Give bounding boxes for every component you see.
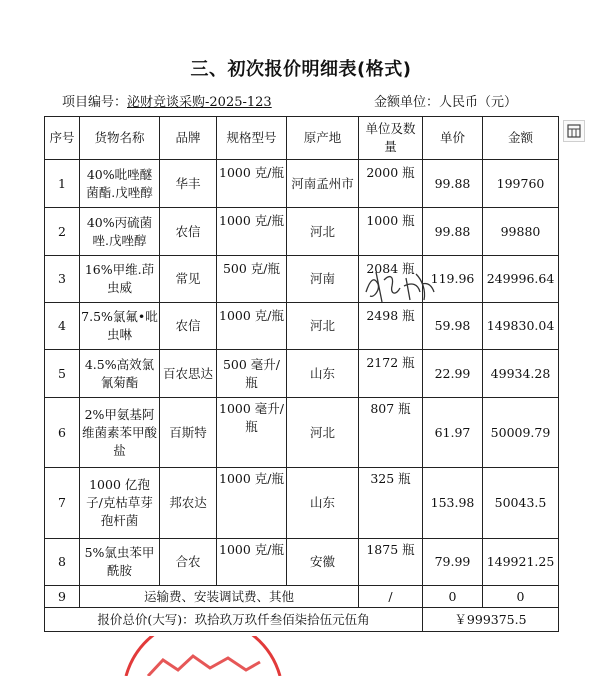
total-label: 报价总价(大写) bbox=[97, 611, 183, 627]
cell-spec: 500 毫升/瓶 bbox=[217, 350, 287, 398]
cell-name: 4.5%高效氯氰菊酯 bbox=[80, 350, 160, 398]
cell-origin: 山东 bbox=[287, 350, 359, 398]
cell-no: 3 bbox=[45, 256, 80, 303]
cell-origin: 河北 bbox=[287, 398, 359, 468]
cell-origin: 安徽 bbox=[287, 539, 359, 586]
total-in-words bbox=[45, 608, 423, 632]
cell-no: 1 bbox=[45, 160, 80, 208]
cell-brand: 农信 bbox=[160, 208, 217, 256]
cell-price: 22.99 bbox=[423, 350, 483, 398]
page-title: 三、初次报价明细表(格式) bbox=[190, 59, 412, 80]
cell-qty: 325 瓶 bbox=[359, 468, 423, 539]
cell-amount: 0 bbox=[483, 586, 559, 608]
quote-table bbox=[44, 116, 559, 632]
total-amount: ￥999375.5 bbox=[423, 608, 559, 632]
cell-spec: 1000 克/瓶 bbox=[217, 468, 287, 539]
cell-no: 5 bbox=[45, 350, 80, 398]
cell-price: 119.96 bbox=[423, 256, 483, 303]
cell-amount: 49934.28 bbox=[483, 350, 559, 398]
header-cell: 原产地 bbox=[287, 117, 359, 160]
cell-origin: 河南 bbox=[287, 256, 359, 303]
cell-price: 153.98 bbox=[423, 468, 483, 539]
header-cell: 货物名称 bbox=[80, 117, 160, 160]
table-row bbox=[45, 398, 559, 468]
cell-no: 2 bbox=[45, 208, 80, 256]
currency-unit bbox=[374, 91, 517, 110]
cell-name: 1000 亿孢子/克枯草芽孢杆菌 bbox=[80, 468, 160, 539]
cell-amount: 149830.04 bbox=[483, 303, 559, 350]
cell-no: 8 bbox=[45, 539, 80, 586]
cell-spec: 1000 克/瓶 bbox=[217, 303, 287, 350]
table-row bbox=[45, 539, 559, 586]
table-row bbox=[45, 208, 559, 256]
currency-value: 人民币（元） bbox=[439, 95, 518, 110]
cell-no: 4 bbox=[45, 303, 80, 350]
cell-name: 16%甲维.茚虫威 bbox=[80, 256, 160, 303]
cell-qty: 2000 瓶 bbox=[359, 160, 423, 208]
red-seal-stamp bbox=[118, 636, 288, 676]
project-number-value: 泌财竞谈采购-2025-123 bbox=[127, 95, 272, 110]
cell-name: 7.5%氯氟•吡虫啉 bbox=[80, 303, 160, 350]
cell-price: 99.88 bbox=[423, 160, 483, 208]
cell-spec: 500 克/瓶 bbox=[217, 256, 287, 303]
cell-qty: 2084 瓶 bbox=[359, 256, 423, 303]
cell-price: 61.97 bbox=[423, 398, 483, 468]
cell-amount: 149921.25 bbox=[483, 539, 559, 586]
cell-amount: 249996.64 bbox=[483, 256, 559, 303]
cell-brand: 百斯特 bbox=[160, 398, 217, 468]
cell-spec: 1000 毫升/瓶 bbox=[217, 398, 287, 468]
table-row bbox=[45, 256, 559, 303]
cell-origin: 河南孟州市 bbox=[287, 160, 359, 208]
cell-brand: 农信 bbox=[160, 303, 217, 350]
cell-brand: 邦农达 bbox=[160, 468, 217, 539]
cell-qty: / bbox=[359, 586, 423, 608]
cell-amount: 50009.79 bbox=[483, 398, 559, 468]
cell-name: 40%吡唑醚菌酯.戊唑醇 bbox=[80, 160, 160, 208]
cell-origin: 河北 bbox=[287, 208, 359, 256]
fee-row bbox=[45, 586, 559, 608]
cell-name: 2%甲氨基阿维菌素苯甲酸盐 bbox=[80, 398, 160, 468]
table-row bbox=[45, 468, 559, 539]
total-sep: ： bbox=[182, 611, 195, 627]
cell-price: 0 bbox=[423, 586, 483, 608]
cell-no: 6 bbox=[45, 398, 80, 468]
cell-qty: 807 瓶 bbox=[359, 398, 423, 468]
cell-origin: 河北 bbox=[287, 303, 359, 350]
table-row bbox=[45, 350, 559, 398]
cell-spec: 1000 克/瓶 bbox=[217, 539, 287, 586]
table-view-icon-glyph bbox=[567, 124, 581, 138]
table-view-icon[interactable] bbox=[563, 120, 585, 142]
cell-qty: 2498 瓶 bbox=[359, 303, 423, 350]
cell-brand: 百农思达 bbox=[160, 350, 217, 398]
cell-name: 5%氯虫苯甲酰胺 bbox=[80, 539, 160, 586]
total-row bbox=[45, 608, 559, 632]
cell-no: 9 bbox=[45, 586, 80, 608]
cell-amount: 50043.5 bbox=[483, 468, 559, 539]
handwritten-signature bbox=[360, 262, 440, 304]
cell-price: 99.88 bbox=[423, 208, 483, 256]
cell-origin: 山东 bbox=[287, 468, 359, 539]
cell-no: 7 bbox=[45, 468, 80, 539]
table-row bbox=[45, 303, 559, 350]
cell-price: 79.99 bbox=[423, 539, 483, 586]
cell-price: 59.98 bbox=[423, 303, 483, 350]
total-words: 玖拾玖万玖仟叁佰柒拾伍元伍角 bbox=[194, 611, 370, 627]
header-cell: 规格型号 bbox=[217, 117, 287, 160]
currency-label: 金额单位： bbox=[374, 95, 440, 110]
cell-name: 40%丙硫菌唑.戊唑醇 bbox=[80, 208, 160, 256]
cell-amount: 99880 bbox=[483, 208, 559, 256]
cell-qty: 1000 瓶 bbox=[359, 208, 423, 256]
cell-brand: 合农 bbox=[160, 539, 217, 586]
header-cell: 金额 bbox=[483, 117, 559, 160]
header-cell: 品牌 bbox=[160, 117, 217, 160]
cell-spec: 1000 克/瓶 bbox=[217, 160, 287, 208]
header-cell: 单价 bbox=[423, 117, 483, 160]
header-cell: 单位及数量 bbox=[359, 117, 423, 160]
project-number bbox=[62, 91, 272, 110]
cell-spec: 1000 克/瓶 bbox=[217, 208, 287, 256]
cell-qty: 1875 瓶 bbox=[359, 539, 423, 586]
table-row bbox=[45, 160, 559, 208]
cell-qty: 2172 瓶 bbox=[359, 350, 423, 398]
fee-description: 运输费、安装调试费、其他 bbox=[80, 586, 359, 608]
header-cell: 序号 bbox=[45, 117, 80, 160]
cell-brand: 华丰 bbox=[160, 160, 217, 208]
cell-amount: 199760 bbox=[483, 160, 559, 208]
table-header-row bbox=[45, 117, 559, 160]
cell-brand: 常见 bbox=[160, 256, 217, 303]
project-number-label: 项目编号： bbox=[62, 95, 128, 110]
